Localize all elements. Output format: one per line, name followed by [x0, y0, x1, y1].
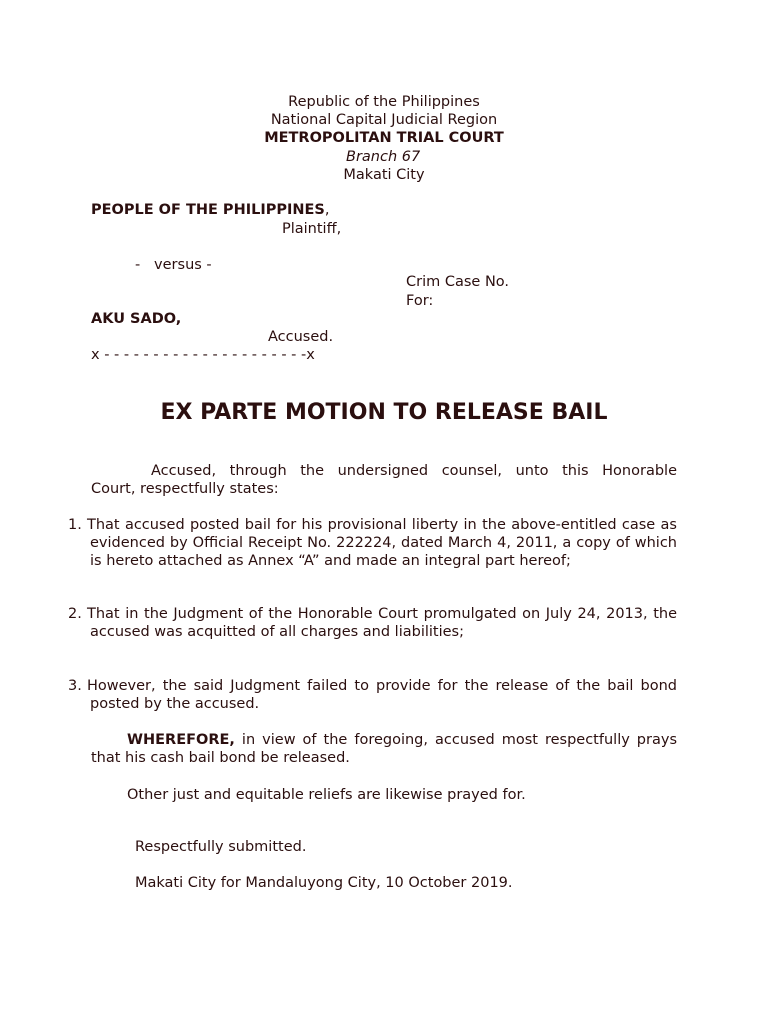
accused-role: Accused. [268, 329, 334, 345]
plaintiff-role: Plaintiff, [282, 221, 342, 237]
item-number-3: 3. [68, 678, 82, 694]
prayer-line-1-rest: in view of the foregoing, accused most respectfully prays [234, 732, 677, 748]
document-title: EX PARTE MOTION TO RELEASE BAIL [160, 400, 608, 425]
item-3-line-2: posted by the accused. [90, 696, 260, 712]
item-number-1: 1. [68, 517, 82, 533]
case-for-label: For: [406, 293, 434, 309]
item-paragraph-2 [87, 605, 677, 641]
intro-line-2: Court, respectfully states: [91, 481, 279, 497]
header-city: Makati City [343, 167, 425, 183]
header-branch: Branch 67 [346, 149, 421, 165]
plaintiff-comma: , [324, 202, 330, 218]
item-paragraph-1 [87, 516, 677, 570]
caption-separator: x - - - - - - - - - - - - - - - - - - - - -x [91, 347, 315, 363]
item-1-line-2: evidenced by Official Receipt No. 222224, dated March 4, 2011, a copy of which [90, 535, 677, 551]
item-3-line-1: However, the said Judgment failed to provide for the release of the bail bond [87, 678, 677, 694]
plaintiff-line [91, 201, 329, 219]
prayer-paragraph [91, 731, 677, 767]
respectfully-submitted: Respectfully submitted. [135, 839, 307, 855]
versus-label: - versus - [135, 257, 212, 273]
item-number-2: 2. [68, 606, 82, 622]
accused-name: AKU SADO, [91, 311, 182, 327]
wherefore-label: WHEREFORE, [127, 732, 235, 748]
item-2-line-1: That in the Judgment of the Honorable Court promulgated on July 24, 2013, the [87, 606, 677, 622]
place-and-date: Makati City for Mandaluyong City, 10 October 2019. [135, 875, 513, 891]
header-republic: Republic of the Philippines [288, 94, 480, 110]
item-1-line-1: That accused posted bail for his provisional liberty in the above-entitled case as [87, 517, 677, 533]
other-reliefs: Other just and equitable reliefs are likewise prayed for. [127, 787, 526, 803]
plaintiff-name: PEOPLE OF THE PHILIPPINES [91, 202, 325, 218]
item-paragraph-3 [87, 677, 677, 713]
item-1-line-3: is hereto attached as Annex “A” and made an integral part hereof; [90, 553, 571, 569]
prayer-line-1 [91, 731, 677, 749]
header-court: METROPOLITAN TRIAL COURT [264, 130, 504, 146]
case-number-label: Crim Case No. [406, 274, 510, 290]
prayer-line-2: that his cash bail bond be released. [91, 750, 350, 766]
intro-line-1: Accused, through the undersigned counsel, unto this Honorable [151, 463, 677, 479]
item-2-line-2: accused was acquitted of all charges and liabilities; [90, 624, 464, 640]
intro-paragraph [91, 462, 677, 498]
header-region: National Capital Judicial Region [270, 112, 498, 128]
